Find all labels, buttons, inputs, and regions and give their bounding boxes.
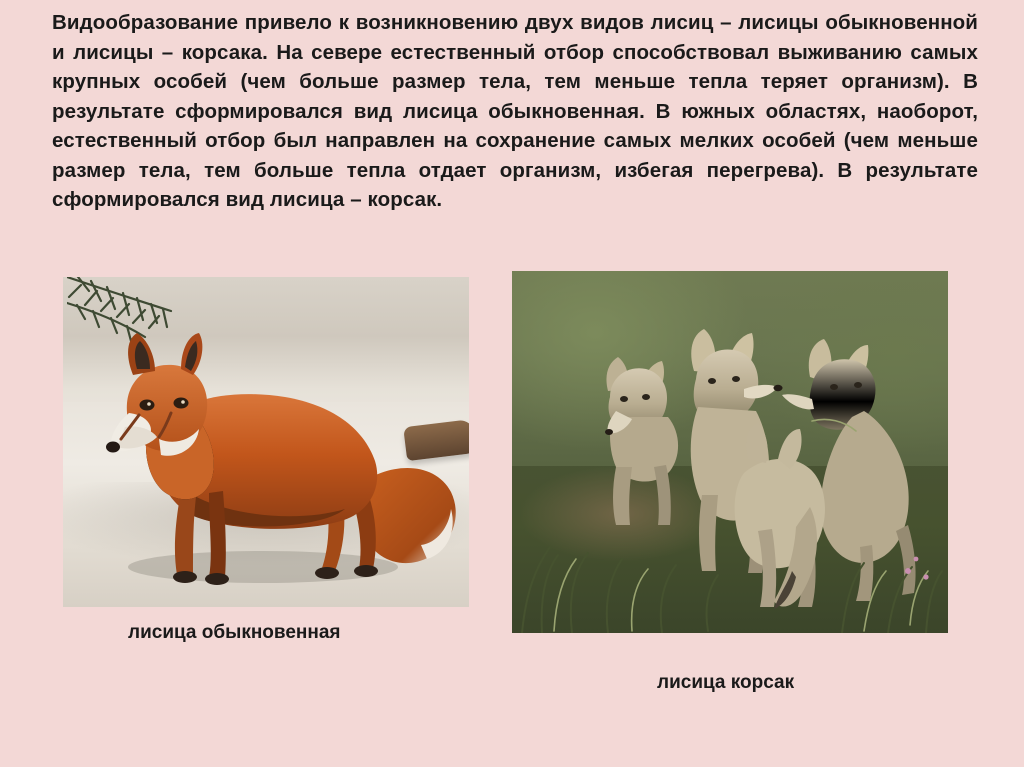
corsac-fox-group-figure bbox=[512, 271, 948, 633]
red-fox-photo bbox=[63, 277, 469, 607]
corsac-fox-front bbox=[735, 423, 825, 609]
grass-blades bbox=[522, 547, 942, 633]
slide-body-text: Видообразование привело к возникновению двух видов лисиц – лисицы обыкновенной и лисицы – корсака. На севере естественный отбор способствовал выживанию самых крупных особей (чем больше размер тела, тем меньше тепла теряет организм). В результате сформировался вид лисица обыкновенная. В южных областях, наоборот, естественный отбор был направлен на сохранение самых мелких особей (чем меньше размер тела, тем больше тепла отдает организм, избегая перегрева). В результате сформировался вид лисица – корсак. bbox=[52, 11, 978, 211]
corsac-fox-photo bbox=[512, 271, 948, 633]
caption-red-fox: лисица обыкновенная bbox=[128, 622, 341, 643]
corsac-fox-left bbox=[605, 357, 678, 525]
red-fox-figure bbox=[63, 277, 469, 607]
caption-corsac-fox: лисица корсак bbox=[657, 672, 795, 693]
